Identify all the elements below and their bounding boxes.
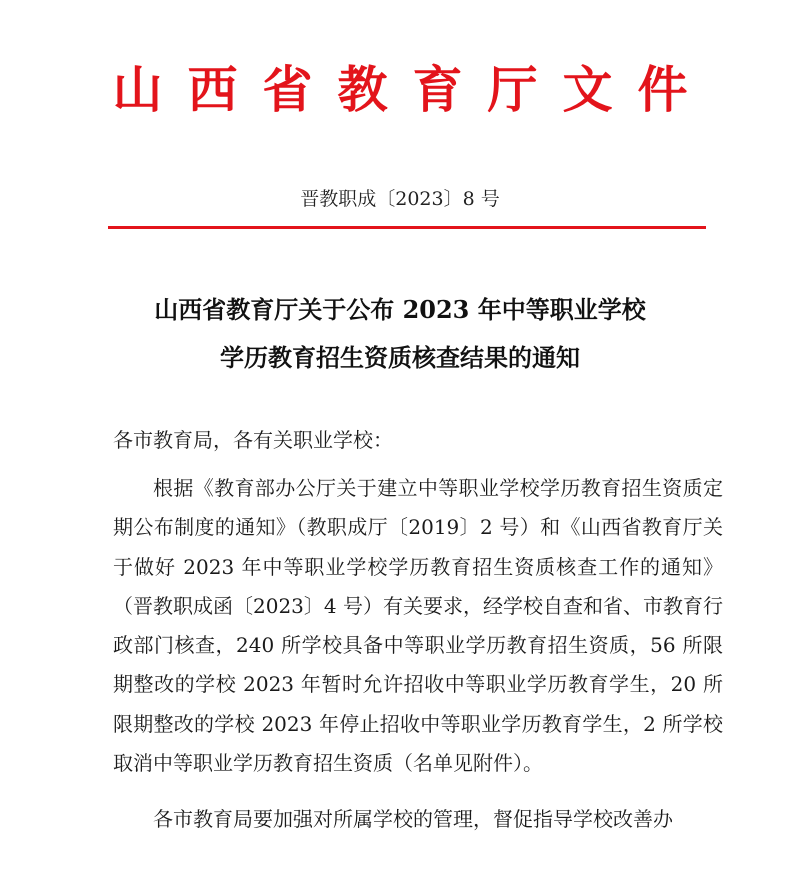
salutation: 各市教育局，各有关职业学校： xyxy=(113,428,393,452)
heading-line-2: 学历教育招生资质核查结果的通知 xyxy=(220,343,580,372)
masthead-title: 山西省教育厅文件 xyxy=(112,61,713,119)
document-number: 晋教职成〔2023〕8 号 xyxy=(300,188,500,210)
body-paragraph-1: 根据《教育部办公厅关于建立中等职业学校学历教育招生资质定期公布制度的通知》（教职成厅〔2019〕2 号）和《山西省教育厅关于做好 2023 年中等职业学校学历教育招生资质核查工作的通知》（晋教职成函〔2023〕4 号）有关要求，经学校自查和省、市教育行政部门核查，240 所学校具备中等职业学历教育招生资质，56 所限期整改的学校 2023 年暂时允许招收中等职业学历教育学生，20 所限期整改的学校 2023 年停止招收中等职业学历教育学生，2 所学校取消中等职业学历教育招生资质（名单见附件）。 xyxy=(113,476,723,776)
body-paragraph-2: 各市教育局要加强对所属学校的管理，督促指导学校改善办 xyxy=(153,807,673,831)
heading-line-1: 山西省教育厅关于公布 2023 年中等职业学校 xyxy=(154,295,646,324)
red-divider xyxy=(108,226,706,229)
